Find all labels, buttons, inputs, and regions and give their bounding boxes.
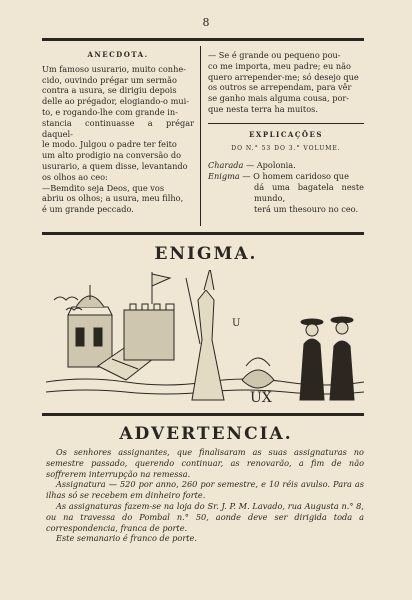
text-line: contra a usura, se dirigiu depois	[42, 85, 177, 96]
text-line: — Se é grande ou pequeno pou-	[208, 50, 341, 60]
text-line: Um famoso usurario, muito conhe-	[42, 63, 186, 74]
charada-label: Charada	[208, 160, 244, 171]
advertencia-paragraph-2: Assignatura — 520 por anno, 260 por semestre, e 10 réis avulso. Para as ilhas só se recebem em dinheiro forte.	[46, 479, 364, 501]
mid-rule	[42, 232, 364, 235]
text-line: co me importa, meu padre; eu não	[208, 60, 351, 71]
top-rule	[42, 38, 364, 41]
enigma-label: Enigma	[208, 171, 240, 182]
page-number: 8	[202, 16, 210, 29]
explicacoes-subtitle: DO N.° 53 DO 3.° VOLUME.	[231, 144, 341, 152]
advertencia-text	[46, 447, 364, 544]
anecdote-title: ANECDOTA.	[87, 50, 149, 59]
svg-text:U: U	[232, 318, 241, 329]
svg-text:UX: UX	[250, 390, 272, 405]
enigma-answer-line-1: — O homem caridoso que	[242, 171, 349, 182]
lower-rule	[42, 413, 364, 416]
advertencia-paragraph-4: Este semanario é franco de porte.	[56, 533, 198, 544]
text-line: se ganho mais alguma cousa, por-	[208, 93, 350, 104]
text-line: quero arrepender-me; só desejo que	[208, 71, 359, 82]
text-line: usurario, a quem disse, levantando	[42, 160, 188, 171]
enigma-title: ENIGMA.	[154, 244, 258, 264]
right-column	[208, 50, 364, 214]
advertencia-title: ADVERTENCIA.	[119, 424, 293, 444]
column-divider	[200, 46, 201, 226]
enigma-illustration	[46, 270, 364, 405]
section-rule	[208, 123, 364, 124]
text-line: to, e rogando-lhe com grande in-	[42, 106, 178, 117]
text-line: é um grande peccado.	[42, 204, 134, 215]
text-line: os olhos ao ceo:	[42, 171, 108, 182]
enigma-answer-line-2: dá uma bagatela neste mundo,	[254, 181, 364, 203]
text-line: que nesta terra ha muitos.	[208, 103, 318, 114]
text-line: os outros se arrependam, para vêr	[208, 82, 352, 93]
explicacoes-answers	[208, 160, 364, 214]
text-line: delle ao prégador, elogiando-o mui-	[42, 96, 189, 107]
text-line: cido, ouvindo prégar um sermão	[42, 74, 177, 85]
enigma-answer-line-3: terá um thesouro no ceo.	[254, 203, 359, 214]
text-line: abriu os olhos; a usura, meu filho,	[42, 193, 184, 204]
text-line: stancia continuasse a prégar daquel-	[42, 117, 194, 139]
anecdote-continuation	[208, 50, 364, 115]
charada-answer: — Apolonia.	[245, 160, 296, 171]
text-line: —Bemdito seja Deos, que vos	[42, 182, 165, 193]
text-line: um alto prodigio na conversão do	[42, 150, 182, 161]
advertencia-paragraph-3: As assignaturas fazem-se na loja do Sr. J. P. M. Lavado, rua Augusta n.° 8, ou na travessa do Pombal n.° 50, aonde deve ser dirigida toda a correspondencia, franca de porte.	[46, 500, 364, 533]
advertencia-paragraph-1: Os senhores assignantes, que finalisaram as suas assignaturas no semestre passado, querendo continuar, as renovarão, a fim de não soffrerem interrupção na remessa.	[46, 447, 364, 479]
anecdote-text	[42, 64, 194, 215]
explicacoes-title: EXPLICAÇÕES	[249, 129, 323, 139]
text-line: le modo. Julgou o padre ter feito	[42, 139, 177, 150]
anecdote-column	[42, 50, 194, 215]
